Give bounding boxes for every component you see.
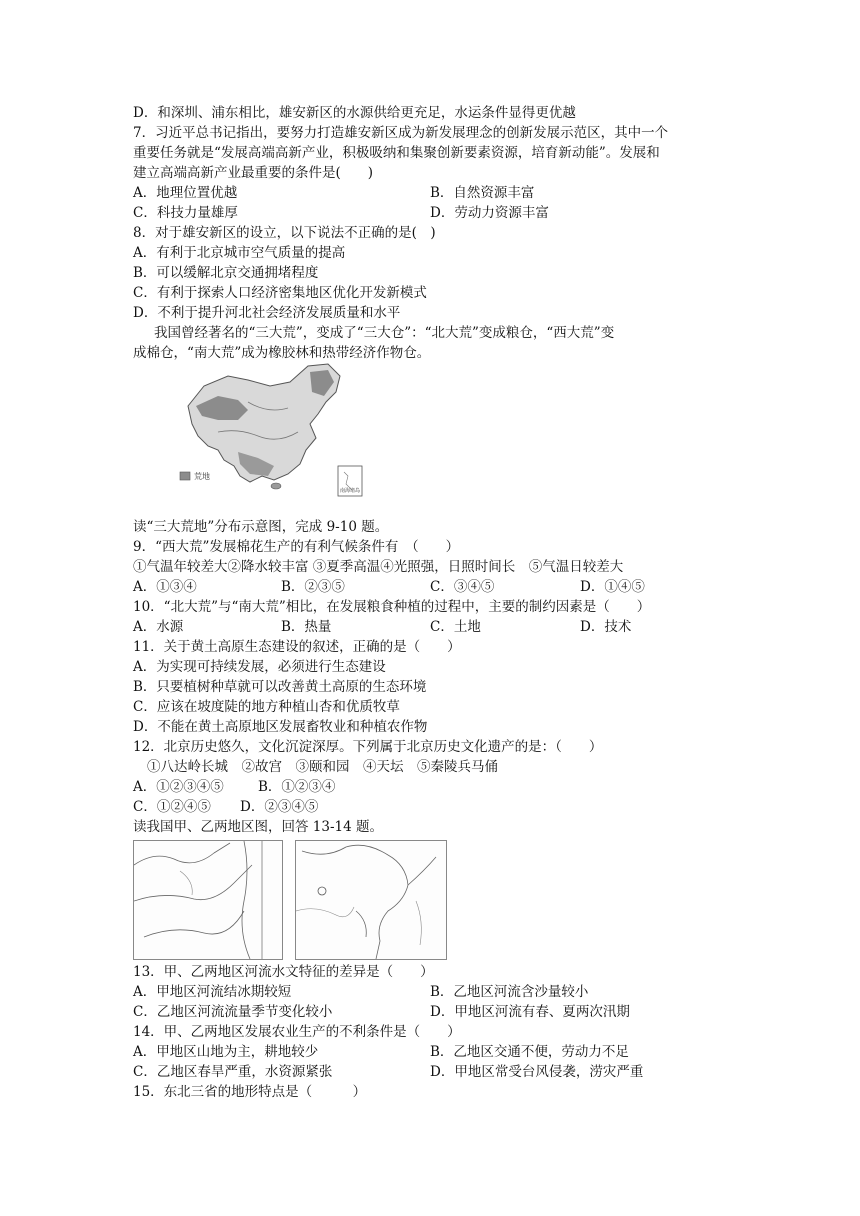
q11-option-d: D．不能在黄土高原地区发展畜牧业和种植农作物 (133, 719, 428, 735)
q8-option-d: D．不利于提升河北社会经济发展质量和水平 (133, 305, 401, 321)
q14-stem: 14．甲、乙两地区发展农业生产的不利条件是（ ） (133, 1024, 461, 1040)
q8-stem: 8．对于雄安新区的设立，以下说法不正确的是( ) (133, 225, 436, 241)
q7-option-a: A．地理位置优越 (133, 185, 238, 201)
q6-option-d: D．和深圳、浦东相比，雄安新区的水源供给更充足，水运条件显得更优越 (133, 105, 576, 121)
q8-option-b: B．可以缓解北京交通拥堵程度 (133, 265, 319, 281)
region-map-yi-drawing (296, 841, 446, 959)
q9-option-a: A．①③④ (133, 579, 197, 595)
q10-option-a: A．水源 (133, 619, 184, 635)
q8-option-a: A．有利于北京城市空气质量的提高 (133, 245, 346, 261)
q15-stem: 15．东北三省的地形特点是（ ） (133, 1084, 367, 1100)
q13-stem: 13．甲、乙两地区河流水文特征的差异是（ ） (133, 964, 434, 980)
q13-option-b: B．乙地区河流含沙量较小 (430, 984, 589, 1000)
q13-option-a: A．甲地区河流结冰期较短 (133, 984, 292, 1000)
reading-instruction-9-10: 读“三大荒地”分布示意图，完成 9-10 题。 (133, 519, 389, 535)
q7-stem-line1: 7．习近平总书记指出，要努力打造雄安新区成为新发展理念的创新发展示范区，其中一个 (133, 125, 669, 141)
q11-option-a: A．为实现可持续发展，必须进行生态建设 (133, 659, 386, 675)
passage-line1: 我国曾经著名的“三大荒”，变成了“三大仓”：“北大荒”变成粮仓，“西大荒”变 (154, 325, 615, 341)
q7-option-c: C．科技力量雄厚 (133, 205, 238, 221)
china-wasteland-map (178, 362, 378, 498)
q12-choices: ①八达岭长城 ②故宫 ③颐和园 ④天坛 ⑤秦陵兵马俑 (147, 759, 498, 775)
q9-option-d: D．①④⑤ (580, 579, 645, 595)
q11-option-b: B．只要植树种草就可以改善黄土高原的生态环境 (133, 679, 427, 695)
q13-option-d: D．甲地区河流有春、夏两次汛期 (430, 1004, 630, 1020)
q14-option-b: B．乙地区交通不便，劳动力不足 (430, 1044, 629, 1060)
q12-option-b: B．①②③④ (258, 779, 336, 795)
q10-option-c: C．土地 (430, 619, 481, 635)
region-map-jia-drawing (134, 841, 282, 959)
reading-instruction-13-14: 读我国甲、乙两地区图，回答 13-14 题。 (133, 819, 384, 835)
passage-line2: 成棉仓，“南大荒”成为橡胶林和热带经济作物仓。 (133, 345, 431, 361)
map-inset-label: 南海诸岛 (340, 488, 361, 494)
q11-stem: 11．关于黄土高原生态建设的叙述，正确的是（ ） (133, 639, 461, 655)
q10-option-b: B．热量 (281, 619, 332, 635)
q7-option-b: B．自然资源丰富 (430, 185, 535, 201)
q12-option-c: C．①②④⑤ (133, 799, 211, 815)
q12-stem: 12．北京历史悠久，文化沉淀深厚。下列属于北京历史文化遗产的是：（ ） (133, 739, 603, 755)
q14-option-c: C．乙地区春旱严重，水资源紧张 (133, 1064, 333, 1080)
q10-option-d: D．技术 (580, 619, 632, 635)
region-map-yi (295, 840, 447, 960)
q14-option-a: A．甲地区山地为主，耕地较少 (133, 1044, 319, 1060)
q7-option-d: D．劳动力资源丰富 (430, 205, 549, 221)
map-legend-label: 荒地 (194, 472, 210, 481)
q11-option-c: C．应该在坡度陡的地方种植山杏和优质牧草 (133, 699, 400, 715)
q9-choices: ①气温年较差大②降水较丰富 ③夏季高温④光照强，日照时间长 ⑤气温日较差大 (133, 559, 624, 575)
q9-option-b: B．②③⑤ (281, 579, 345, 595)
q7-stem-line2: 重要任务就是“发展高端高新产业，积极吸纳和集聚创新要素资源，培育新动能”。发展和 (133, 145, 660, 161)
q9-option-c: C．③④⑤ (430, 579, 495, 595)
q8-option-c: C．有利于探索人口经济密集地区优化开发新模式 (133, 285, 427, 301)
q14-option-d: D．甲地区常受台风侵袭，涝灾严重 (430, 1064, 644, 1080)
region-map-jia (133, 840, 283, 960)
q13-option-c: C．乙地区河流流量季节变化较小 (133, 1004, 333, 1020)
q12-option-d: D．②③④⑤ (240, 799, 319, 815)
q9-stem: 9．“西大荒”发展棉花生产的有利气候条件有 （ ） (133, 539, 460, 555)
q12-option-a: A．①②③④⑤ (133, 779, 224, 795)
q10-stem: 10．“北大荒”与“南大荒”相比，在发展粮食种植的过程中，主要的制约因素是（ ） (133, 599, 651, 615)
q7-stem-line3: 建立高端高新产业最重要的条件是( ) (133, 165, 374, 181)
